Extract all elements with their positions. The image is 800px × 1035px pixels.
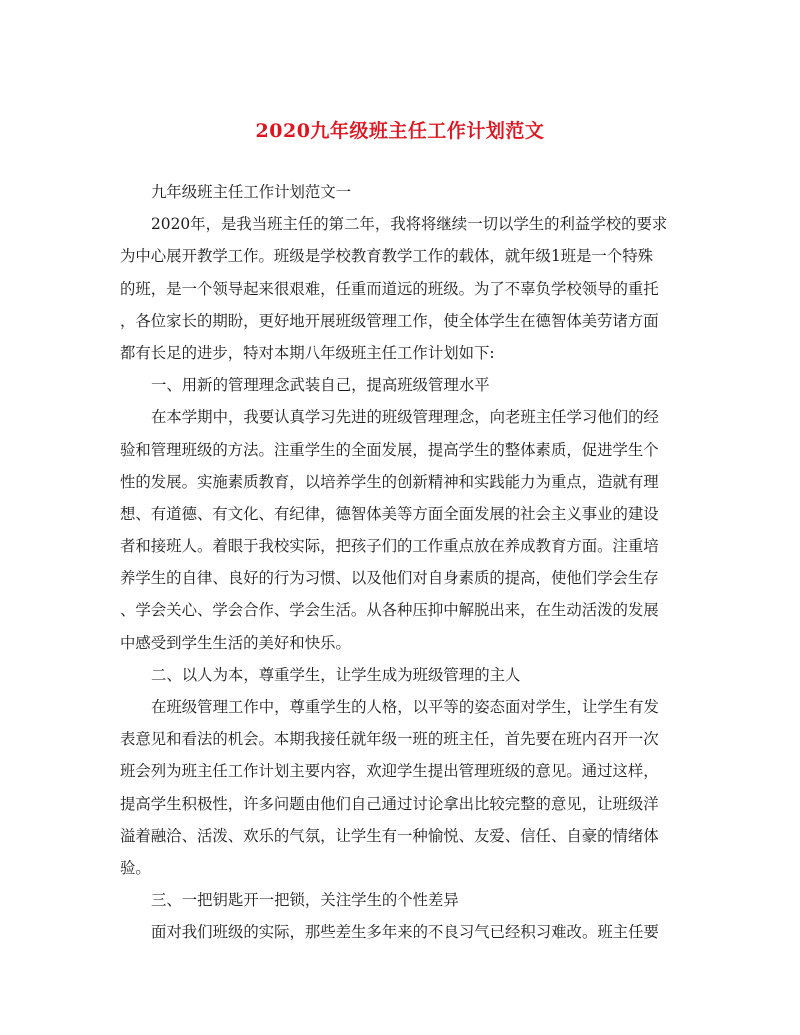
text-line: ，各位家长的期盼，更好地开展班级管理工作，使全体学生在德智体美劳诸方面 xyxy=(120,311,659,330)
text-line: 一、用新的管理理念武装自己，提高班级管理水平 xyxy=(151,376,490,395)
text-line: 养学生的自律、良好的行为习惯、以及他们对自身素质的提高，使他们学会生存 xyxy=(120,569,659,588)
text-line: 提高学生积极性，许多问题由他们自己通过讨论拿出比较完整的意见，让班级洋 xyxy=(120,794,659,813)
text-line: 在班级管理工作中，尊重学生的人格，以平等的姿态面对学生，让学生有发 xyxy=(151,698,659,716)
text-line: 验。 xyxy=(120,858,151,877)
text-line: 班会列为班主任工作计划主要内容，欢迎学生提出管理班级的意见。通过这样， xyxy=(120,762,659,781)
document-title: 2020九年级班主任工作计划范文 xyxy=(255,120,545,142)
text-line: 九年级班主任工作计划范文一 xyxy=(151,183,352,201)
text-line: 都有长足的进步，特对本期八年级班主任工作计划如下: xyxy=(120,343,495,362)
text-line: 想、有道德、有文化、有纪律，德智体美等方面全面发展的社会主义事业的建设 xyxy=(120,504,659,523)
text-line: 表意见和看法的机会。本期我接任就年级一班的班主任，首先要在班内召开一次 xyxy=(120,730,659,749)
document-body xyxy=(120,176,680,949)
text-line: 中感受到学生生活的美好和快乐。 xyxy=(120,633,351,652)
text-line: 在本学期中，我要认真学习先进的班级管理理念，向老班主任学习他们的经 xyxy=(151,408,659,427)
text-line: 溢着融洽、活泼、欢乐的气氛，让学生有一种愉悦、友爱、信任、自豪的情绪体 xyxy=(120,826,659,845)
text-line: 验和管理班级的方法。注重学生的全面发展，提高学生的整体素质，促进学生个 xyxy=(120,440,659,459)
text-line: 的班，是一个领导起来很艰难，任重而道远的班级。为了不辜负学校领导的重托 xyxy=(120,279,659,298)
text-line: 为中心展开教学工作。班级是学校教育教学工作的载体，就年级1班是一个特殊 xyxy=(120,247,654,266)
text-line: 三、一把钥匙开一把锁，关注学生的个性差异 xyxy=(151,891,459,910)
text-line: 者和接班人。着眼于我校实际，把孩子们的工作重点放在养成教育方面。注重培 xyxy=(120,537,659,556)
text-line: 二、以人为本，尊重学生，让学生成为班级管理的主人 xyxy=(151,665,521,684)
text-line: 、学会关心、学会合作、学会生活。从各种压抑中解脱出来，在生动活泼的发展 xyxy=(120,601,659,620)
text-line: 面对我们班级的实际，那些差生多年来的不良习气已经积习难改。班主任要 xyxy=(151,923,659,942)
text-line: 性的发展。实施素质教育，以培养学生的创新精神和实践能力为重点，造就有理 xyxy=(120,472,659,491)
text-line: 2020年，是我当班主任的第二年，我将将继续一切以学生的利益学校的要求 xyxy=(151,215,668,234)
